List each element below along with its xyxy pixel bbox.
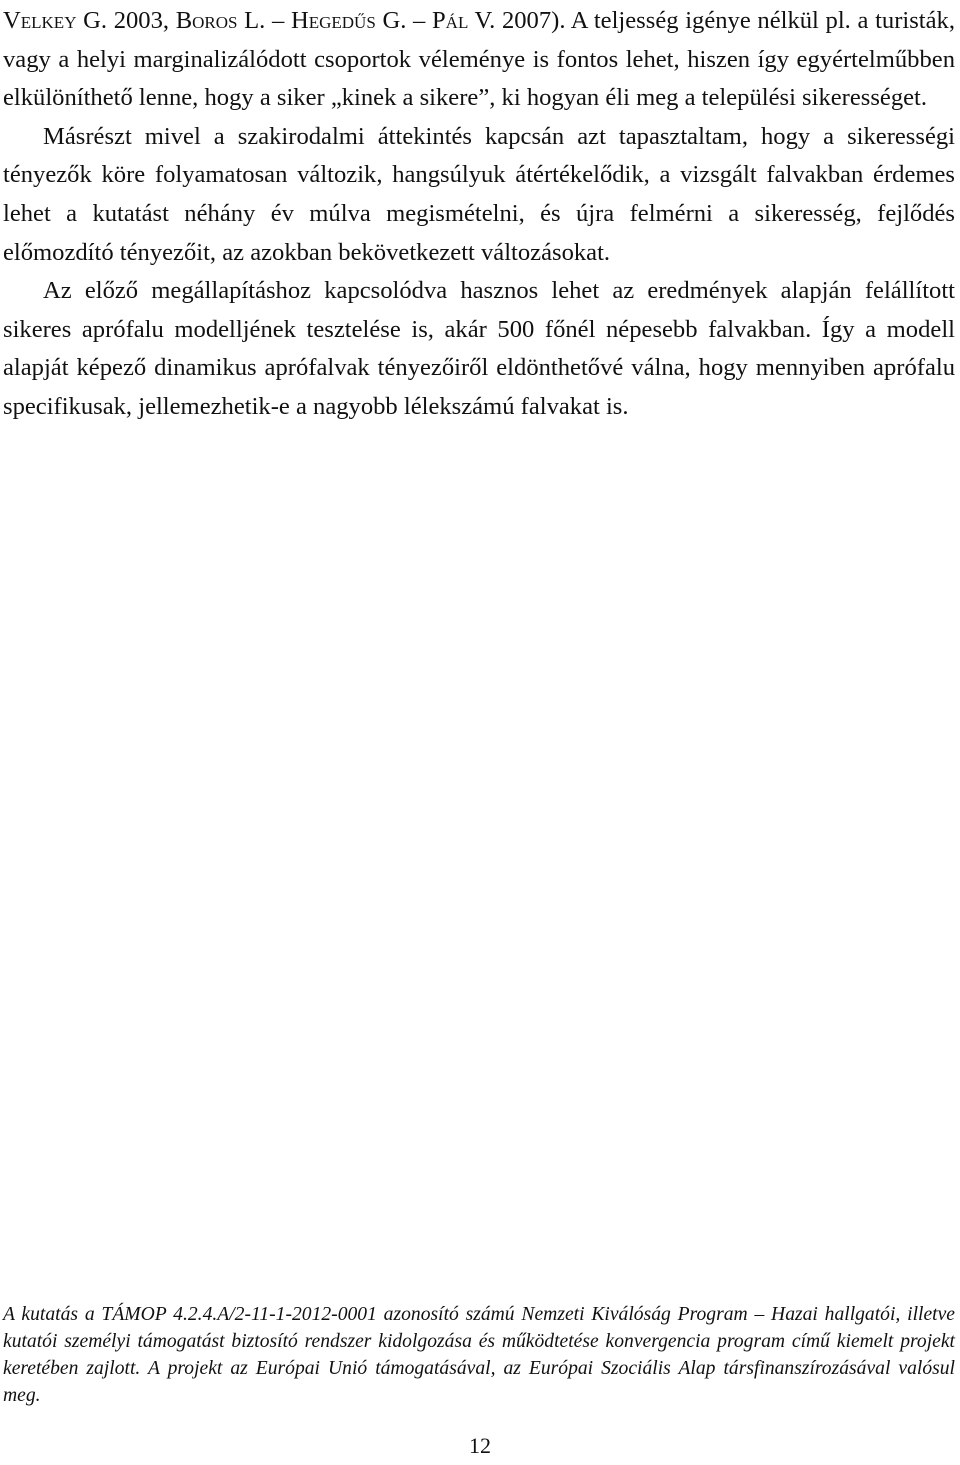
citation-author: Hegedűs	[290, 7, 376, 34]
footnote-text: A kutatás a TÁMOP 4.2.4.A/2-11-1-2012-0001 azonosító számú Nemzeti Kiválóság Program – Hazai hallgatói, illetve kutatói személyi támogatást biztosító rendszer kidolgozása és működtetése konvergencia program című kiemelt projekt keretében zajlott. A projekt az Európai Unió támogatásával, az Európai Szociális Alap társfinanszírozásával valósul meg.	[3, 1304, 955, 1406]
citation-author: Boros	[175, 7, 238, 34]
paragraph-3: Az előző megállapításhoz kapcsolódva hasznos lehet az eredmények alapján felállított sikeres aprófalu modelljének tesztelése is, akár 500 főnél népesebb falvakban. Így a modell alapját képező dinamikus aprófalvak tényezőiről eldönthetővé válna, hogy mennyiben aprófalu specifikusak, jellemezhetik-e a nagyobb lélekszámú falvakat is.	[3, 277, 955, 420]
paragraph-continuation	[3, 2, 955, 118]
body-text	[3, 2, 955, 427]
citation-author: Velkey	[3, 7, 77, 34]
funding-footnote	[3, 1301, 955, 1409]
paragraph-text: V. 2007). A teljesség igénye nélkül pl. a turisták, vagy a helyi marginalizálódott csoportok véleménye is fontos lehet, hiszen így egyértelműbben elkülöníthető lenne, hogy a siker „kinek a sikere”, ki hogyan éli meg a települési sikerességet.	[3, 7, 955, 112]
citation-author: Pál	[431, 7, 469, 34]
citation-text: G. 2003,	[76, 7, 176, 34]
page-number: 12	[469, 1433, 491, 1458]
paragraph-2: Másrészt mivel a szakirodalmi áttekintés kapcsán azt tapasztaltam, hogy a sikerességi tényezők köre folyamatosan változik, hangsúlyuk átértékelődik, a vizsgált falvakban érdemes lehet a kutatást néhány év múlva megismételni, és újra felmérni a sikeresség, fejlődés előmozdító tényezőit, az azokban bekövetkezett változásokat.	[3, 122, 955, 266]
citation-text: L. –	[237, 7, 291, 34]
citation-text: G. –	[375, 7, 432, 34]
